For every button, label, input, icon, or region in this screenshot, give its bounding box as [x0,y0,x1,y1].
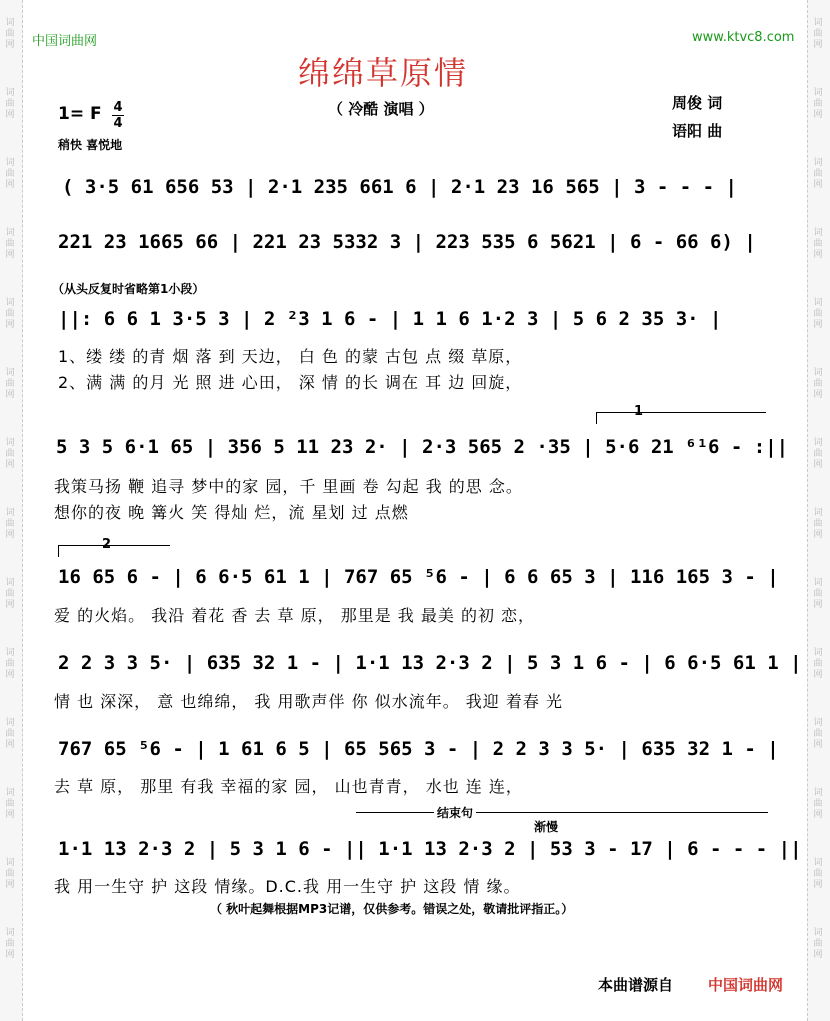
lyricist-credit: 周俊 词 [672,94,723,112]
right-watermark-strip: 词 曲 网 词 曲 网 词 曲 网 词 曲 网 词 曲 网 词 曲 网 词 曲 网 词 曲 网 词 曲 网 词 曲 网 词 曲 网 词 曲 网 词 曲 网 词 曲 网 [807,0,830,1021]
first-ending-bracket-left [596,412,597,424]
key-signature: 1= F [58,104,102,124]
first-ending-mark: 1 [634,404,644,419]
tempo-marking: 稍快 喜悦地 [58,138,123,152]
repeat-note: （从头反复时省略第1小段） [52,282,205,296]
site-url-right[interactable]: www.ktvc8.com [692,30,795,45]
score-line-2: 5 3 5 6·1 65 | 356 5 11 23 2· | 2·3 565 2 ·35 | 5·6 21 ⁶¹6 - :|| [56,436,789,458]
site-name-left[interactable]: 中国词曲网 [32,34,98,49]
first-ending-bracket [596,412,766,413]
lyric-line-3: 爱 的火焰。 我沿 着花 香 去 草 原， 那里是 我 最美 的初 恋， [54,606,536,625]
score-line-6: 1·1 13 2·3 2 | 5 3 1 6 - || 1·1 13 2·3 2 | 53 3 - 17 | 6 - - - || [58,838,802,860]
score-line-1: ||: 6 6 1 3·5 3 | 2 ²3 1 6 - | 1 1 6 1·2 3 | 5 6 2 35 3· | [58,308,722,330]
lyric-line-1a: 1、缕 缕 的青 烟 落 到 天边， 白 色 的蒙 古包 点 缀 草原， [58,347,523,366]
footer-source-label: 本曲谱源自 [598,976,674,994]
song-title: 绵绵草原情 [298,54,469,92]
score-line-3: 16 65 6 - | 6 6·5 61 1 | 767 65 ⁵6 - | 6 6 65 3 | 116 165 3 - | [58,566,779,588]
lyric-line-5: 去 草 原， 那里 有我 幸福的家 园， 山也青青， 水也 连 连， [54,777,523,796]
composer-credit: 语阳 曲 [672,122,723,140]
score-line-4: 2 2 3 3 5· | 635 32 1 - | 1·1 13 2·3 2 | 5 3 1 6 - | 6 6·5 61 1 | [58,652,802,674]
lyric-line-6: 我 用一生守 护 这段 情缘。D.C.我 用一生守 护 这段 情 缘。 [54,877,521,896]
intro-line-1: ( 3·5 61 656 53 | 2·1 235 661 6 | 2·1 23 16 565 | 3 - - - | [62,176,737,198]
footer-source-site[interactable]: 中国词曲网 [708,976,784,994]
coda-label: 结束句 [434,804,476,821]
second-ending-bracket-left [58,545,59,557]
transcription-footnote: （ 秋叶起舞根据MP3记谱，仅供参考。错误之处，敬请批评指正。） [210,902,574,916]
second-ending-bracket [58,545,170,546]
lyric-line-4: 情 也 深深， 意 也绵绵， 我 用歌声伴 你 似水流年。 我迎 着春 光 [54,692,563,711]
lyric-line-2b: 想你的夜 晚 篝火 笑 得灿 烂，流 星划 过 点燃 [54,503,409,522]
left-watermark-strip: 词 曲 网 词 曲 网 词 曲 网 词 曲 网 词 曲 网 词 曲 网 词 曲 网 词 曲 网 词 曲 网 词 曲 网 词 曲 网 词 曲 网 词 曲 网 词 曲 网 [0,0,23,1021]
singer-credit: （ 冷酷 演唱 ） [328,100,434,118]
time-signature-bottom: 4 [113,116,123,131]
intro-line-2: 221 23 1665 66 | 221 23 5332 3 | 223 535 6 5621 | 6 - 66 6) | [58,231,756,253]
lyric-line-1b: 2、满 满 的月 光 照 进 心田， 深 情 的长 调在 耳 边 回旋， [58,373,523,392]
ritardando-label: 渐慢 [534,820,559,834]
time-signature-top: 4 [113,100,123,115]
lyric-line-2a: 我策马扬 鞭 追寻 梦中的家 园，千 里画 卷 勾起 我 的思 念。 [54,477,523,496]
score-line-5: 767 65 ⁵6 - | 1 61 6 5 | 65 565 3 - | 2 2 3 3 5· | 635 32 1 - | [58,738,779,760]
coda-bracket [356,812,768,813]
second-ending-mark: 2 [102,537,112,552]
